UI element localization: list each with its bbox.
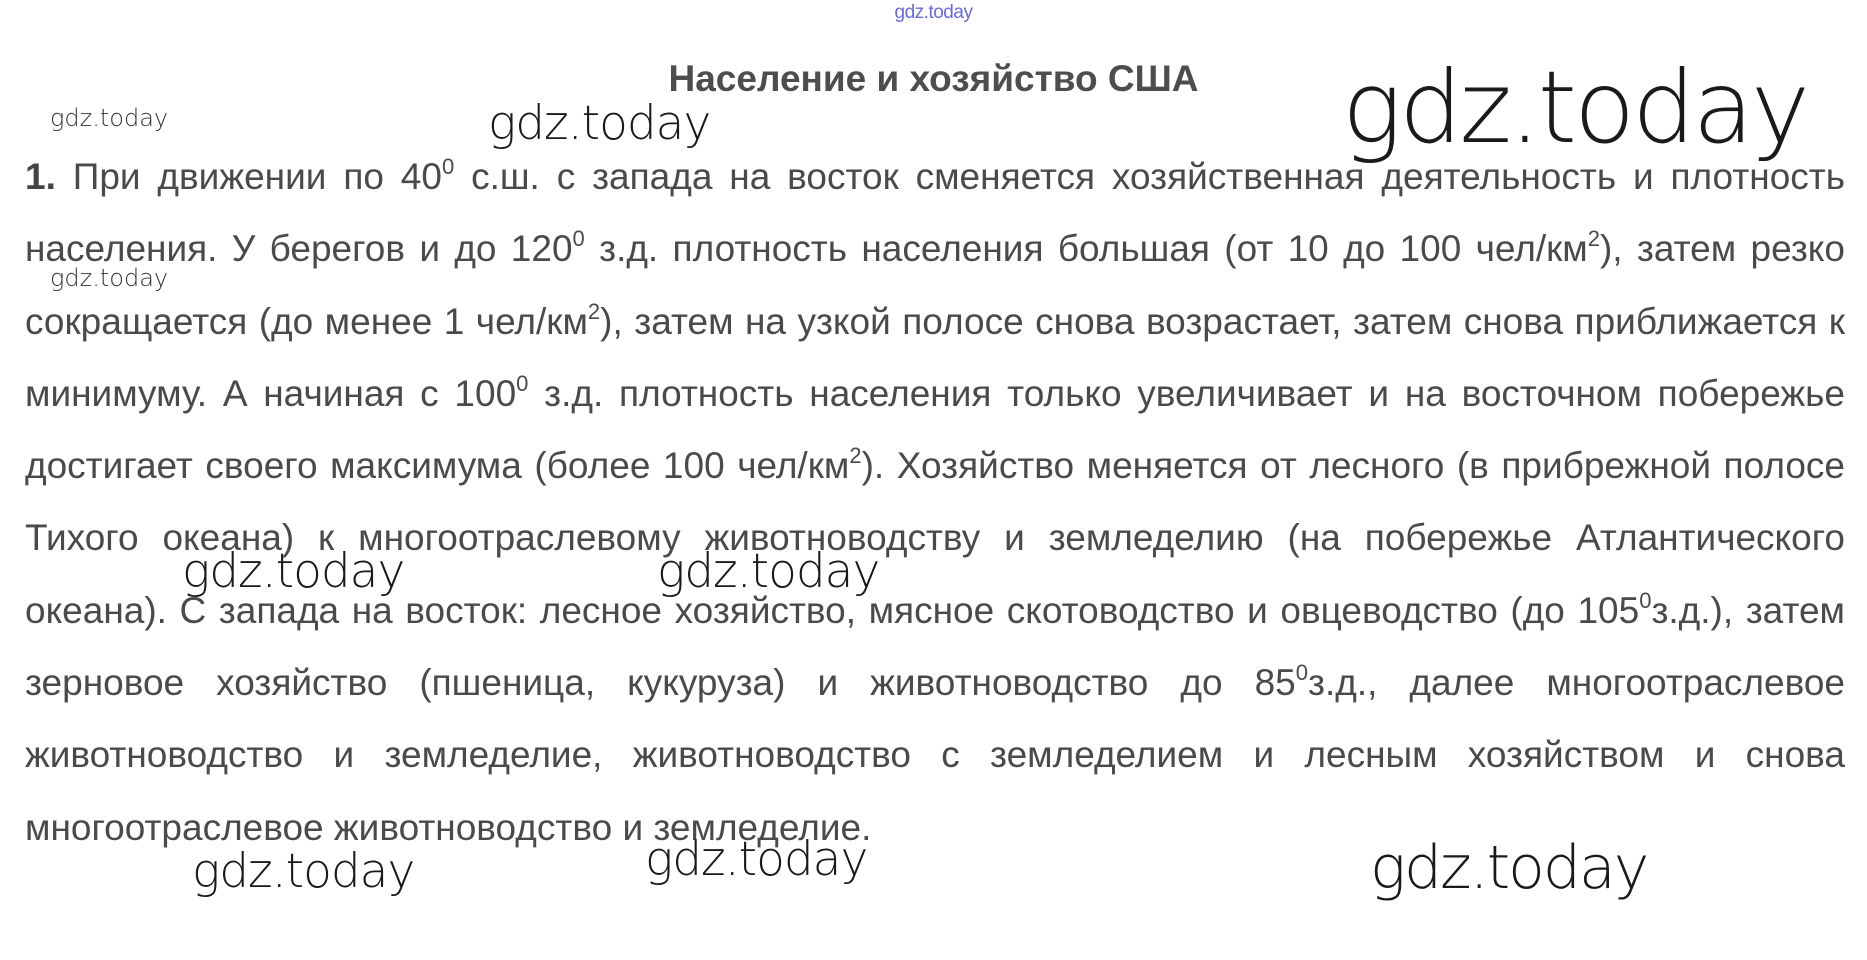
- degree-superscript: 0: [1639, 587, 1652, 613]
- text-segment: з.д. плотность населения только увеличивает и на восточном побережье достигает своего максимума (более 100 чел/км: [25, 372, 1845, 487]
- square-superscript: 2: [587, 298, 601, 324]
- text-segment: ). Хозяйство меняется от лесного (в прибрежной полосе Тихого океана) к многоотраслевому животноводству и земледелию (на побережье Атлантического океана). С запада на восток: лесное хозяйство, мясное скотоводство и овцеводство (до 105: [25, 445, 1845, 631]
- text-segment: з.д., далее многоотраслевое животноводство и земледелие, животноводство с земледелием и лесным хозяйством и снова многоотраслевое животноводство и земледелие.: [25, 662, 1845, 848]
- watermark: gdz.today: [1370, 833, 1648, 903]
- degree-superscript: 0: [441, 154, 455, 179]
- watermark: gdz.today: [645, 832, 868, 887]
- watermark: gdz.today: [488, 96, 711, 151]
- watermark: gdz.today: [657, 544, 880, 599]
- watermark: gdz.today: [50, 264, 169, 292]
- answer-paragraph: [25, 141, 1845, 864]
- degree-superscript: 0: [516, 370, 529, 396]
- watermark: gdz.today: [182, 544, 405, 599]
- page-title: Население и хозяйство США: [668, 58, 1199, 99]
- degree-superscript: 0: [1295, 660, 1308, 686]
- watermark: gdz.today: [1342, 49, 1808, 166]
- text-segment: с.ш. с запада на восток сменяется хозяйственная деятельность и плотность населения. У берегов и до 120: [25, 156, 1845, 270]
- text-segment: з.д.), затем зерновое хозяйство (пшеница, кукуруза) и животноводство до 85: [25, 589, 1845, 704]
- top-watermark: gdz.today: [894, 2, 973, 23]
- square-superscript: 2: [849, 443, 862, 469]
- text-segment: ), затем резко сокращается (до менее 1 чел/км: [25, 228, 1845, 342]
- degree-superscript: 0: [572, 226, 585, 252]
- paragraph-number: 1.: [25, 156, 56, 197]
- text-segment: ), затем на узкой полосе снова возрастает, затем снова приближается к минимуму. А начиная с 100: [25, 300, 1845, 414]
- watermark: gdz.today: [50, 104, 169, 132]
- text-segment: При движении по 40: [55, 156, 442, 197]
- watermark: gdz.today: [192, 844, 415, 899]
- square-superscript: 2: [1587, 226, 1600, 252]
- text-segment: з.д. плотность населения большая (от 10 до 100 чел/км: [584, 228, 1588, 270]
